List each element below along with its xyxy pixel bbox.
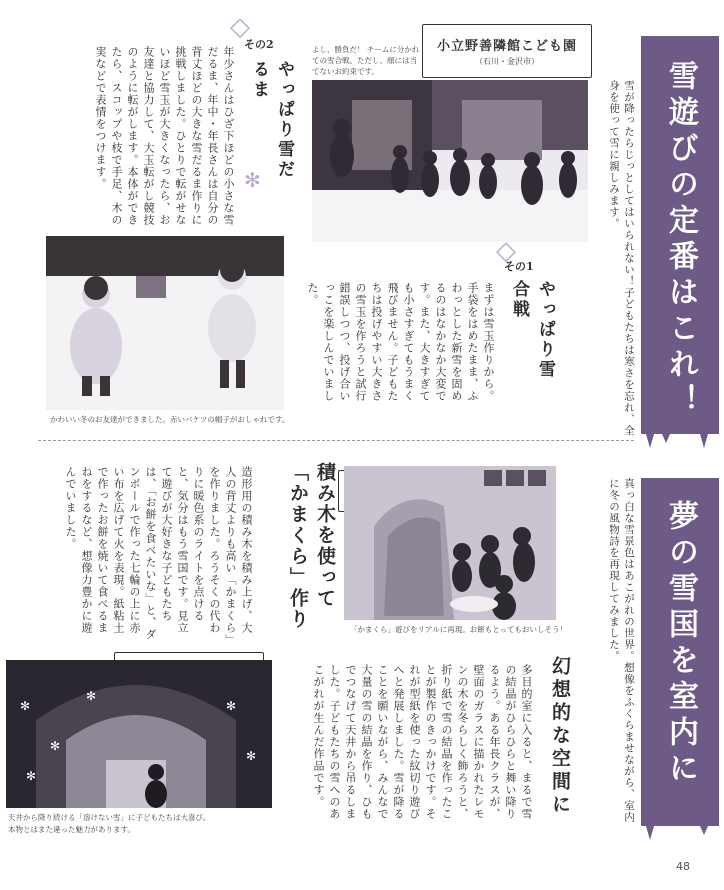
svg-text:✻: ✻ <box>20 699 31 713</box>
banner-dream-snow-title: 夢の雪国を室内に <box>663 500 698 788</box>
kamakura-title: 積み木を使って「かまくら」作り <box>287 462 336 630</box>
intro-winter-play: 雪が降ったらじっとしてはいられない！子どもたちは寒さを忘れ、全身を使って雪に親しみます。 <box>608 80 635 437</box>
icicle-decoration <box>700 826 708 835</box>
section-divider <box>38 440 634 441</box>
svg-text:✻: ✻ <box>26 769 37 783</box>
fantasy-space-title: 幻想的な空間に <box>549 656 571 817</box>
photo4-caption-line2: 本物とはまた違った魅力があります。 <box>8 825 135 834</box>
svg-text:✻: ✻ <box>86 689 97 703</box>
item1-title: やっぱり雪合戦 <box>509 280 555 380</box>
icicle-decoration <box>646 826 654 840</box>
photo-snowman <box>46 236 284 410</box>
nursery1-location: （石川・金沢市） <box>475 57 539 66</box>
nursery1-namebox <box>422 24 592 78</box>
icicle-decoration <box>646 434 654 448</box>
kamakura-text: 造形用の積み木を積み上げ、大人の背丈よりも高い「かまくら」を作りました。ろうそくの代わりに暖色系のライトを点けると、気分はもう雪国です。見立て遊びが大好きな子どもたちは、「お餅を食べたいな」と、ダンボールで作った七輪の上に赤い布を広げて火を表現。紙粘土で作ったお餅を焼いて食べるまねをするなど、想像力豊かに遊んでいました。 <box>64 466 253 641</box>
photo3-caption: 「かまくら」遊びをリアルに再現。お餅もとってもおいしそう！ <box>350 625 568 634</box>
icicle-decoration <box>662 434 670 443</box>
photo-snowball-fight <box>312 80 588 242</box>
photo4-caption-line1: 天井から降り続ける「溶けない雪」に子どもたちは大喜び。 <box>8 813 211 822</box>
svg-text:✻: ✻ <box>246 749 257 763</box>
page-number: 48 <box>676 860 690 873</box>
photo1-note: よし、勝負だ！ チームに分かれての雪合戦。ただし、顔には当てないお約束です。 <box>312 45 420 76</box>
intro-dream-snow: 真っ白な雪景色はあこがれの世界。想像をふくらませながら、室内に冬の風物詩を再現してみました。 <box>608 478 635 823</box>
snowflake-icon: ✻ <box>244 168 261 192</box>
photo2-caption: かわいい冬のお友達ができました。赤いバケツの帽子がおしゃれです。 <box>50 415 290 424</box>
item2-title: やっぱり雪だるま <box>249 60 294 180</box>
svg-text:✻: ✻ <box>226 699 237 713</box>
diamond-icon: ◇ <box>496 236 516 266</box>
fantasy-space-text: 多目的室に入ると、まるで雪の結晶がひらひらと舞い降りるよう。ある年長クラスが、壁面のガラスに描かれたレモンの木を冬らしく飾ろうと、折り紙で雪の結晶を作ったことが製作のきっかけです。それが型紙を使った紋切り遊びへと発展しました。雪が降ることを願いながら、みんなで大量の雪の結晶を作り、ひもでつなげて天井から吊るしました。子どもたちの雪へのあこがれが生んだ作品です。 <box>312 664 533 820</box>
photo-kamakura <box>344 466 556 620</box>
item2-label: その2 <box>244 38 274 51</box>
item1-label: その1 <box>504 260 534 273</box>
diamond-icon: ◇ <box>230 12 250 42</box>
svg-text:✻: ✻ <box>50 739 61 753</box>
banner-winter-play-title: 雪遊びの定番はこれ！ <box>663 60 698 420</box>
photo-snow-crystals-room <box>6 660 272 808</box>
item1-text: まずは雪玉作りから。手袋をはめたまま、ふわっとした新雪を固めるのはなかなか大変です。また、大きすぎても小さすぎてもうまく飛びません。子どもたちは投げやすい大きさの雪玉を作ろうと試行錯誤しつつ、投げ合いっこを楽しんでいました。 <box>306 282 495 402</box>
icicle-decoration <box>700 434 708 448</box>
item2-text: 年少さんはひざ下ほどの小さな雪だるま、年中・年長さんは自分の背丈ほどの大きな雪だるま作りに挑戦しました。ひとりで転がせないほど雪玉が大きくなったら、お友達と協力して、大玉転がし競技のように転がします。本体ができたら、スコップや枝で手足、木の実などで表情をつけます。 <box>94 46 235 226</box>
nursery1-name: 小立野善隣館こども園 <box>436 39 577 54</box>
